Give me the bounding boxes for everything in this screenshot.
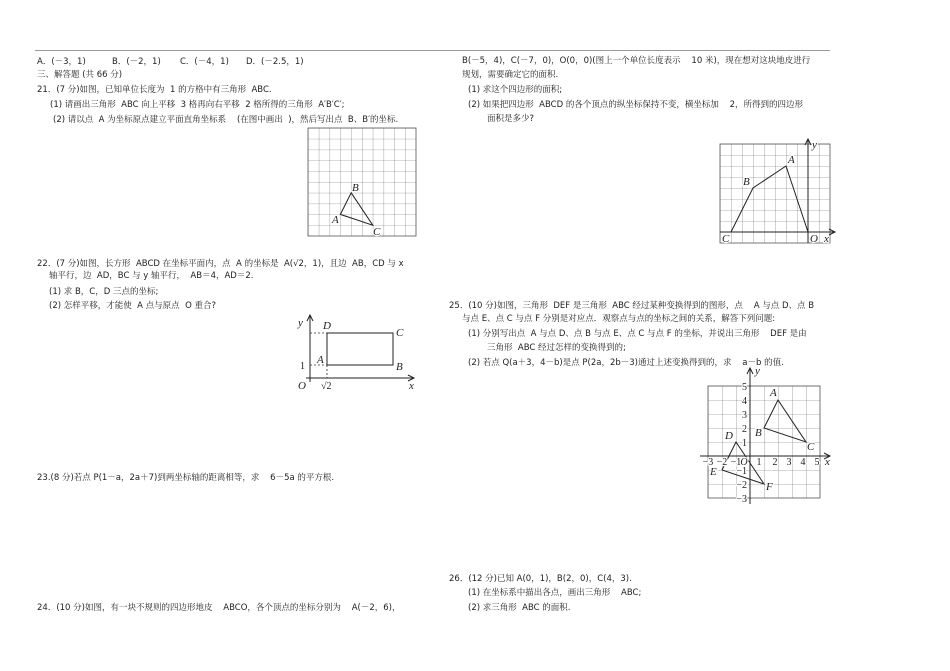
label-c: C [722, 233, 730, 245]
y-tick-label: 1 [742, 438, 747, 449]
label-f: F [766, 481, 773, 493]
top-rule [35, 50, 830, 51]
x-tick-label: 4 [800, 457, 806, 468]
q20-option-a: A．(－3，1) [37, 57, 86, 67]
y-tick-label: −1 [736, 466, 747, 477]
label-o: O [810, 233, 818, 245]
q23-stem: 23.(8 分)若点 P(1－a，2a＋7)到两坐标轴的距离相等，求 6－5a 的平方根. [37, 473, 335, 483]
q21-part2: (2) 请以点 A 为坐标原点建立平面直角坐标系 (在图中画出 )，然后写出点 B、B′的坐标. [53, 115, 399, 125]
q24-part2: (2) 如果把四边形 ABCD 的各个顶点的纵坐标保持不变，横坐标加 2，所得到的四边形 [468, 100, 804, 110]
q24-stem-line2: B(－5，4)，C(－7，0)，O(0，0)(图上一个单位长度表示 10 米)，现在想对这块地皮进行 [462, 56, 811, 66]
q25-stem-line2: 与点 E、点 C 与点 F 分别是对应点．观察点与点的坐标之间的关系，解答下列问题: [462, 314, 776, 324]
q22-part2: (2) 怎样平移，才能使 A 点与原点 O 重合? [49, 301, 216, 311]
x-tick-label: −2 [716, 457, 728, 468]
q25-part2: (2) 若点 Q(a＋3，4－b)是点 P(2a，2b－3)通过上述变换得到的，求 a－b 的值. [468, 358, 784, 368]
y-tick-label: 2 [742, 424, 747, 435]
x-tick-label: −3 [702, 457, 714, 468]
grid-lines [308, 128, 416, 236]
q20-option-c: C．(－4，1) [180, 57, 229, 67]
origin-label: O [740, 457, 748, 468]
label-c: C [396, 327, 404, 339]
label-b: B [352, 182, 359, 194]
label-c: C [807, 441, 815, 453]
label-a: A [317, 354, 324, 366]
q22-stem-line2: 轴平行，边 AD，BC 与 y 轴平行， AB＝4，AD＝2. [49, 271, 254, 281]
q24-stem-line1: 24．(10 分)如图，有一块不规则的四边形地皮 ABCO，各个顶点的坐标分别为 A(－2，6)， [37, 603, 401, 613]
label-d: D [323, 320, 331, 332]
label-b: B [755, 427, 762, 439]
q22-stem-line1: 22．(7 分)如图，长方形 ABCD 在坐标平面内，点 A 的坐标是 A(√2，1)，且边 AB，CD 与 x [37, 259, 404, 269]
q26-part2: (2) 求三角形 ABC 的面积. [468, 603, 571, 613]
q25-part1: (1) 分别写出点 A 与点 D、点 B 与点 E、点 C 与点 F 的坐标，并说出三角形 DEF 是由 [468, 329, 807, 339]
x-tick-label: −1 [730, 457, 742, 468]
x-tick-label: 5 [814, 457, 820, 468]
q24-stem-line3: 规划，需要确定它的面积. [462, 70, 559, 80]
y-tick-label: 5 [742, 382, 747, 393]
tick-label-x-sqrt2: √2 [321, 381, 332, 392]
label-b: B [396, 361, 403, 373]
tick-label-y-1: 1 [300, 361, 305, 372]
x-tick-label: 1 [756, 457, 762, 468]
grid-lines [708, 386, 820, 498]
q22-part1: (1) 求 B，C，D 三点的坐标; [49, 287, 159, 297]
label-e: E [710, 466, 717, 478]
label-a: A [788, 154, 795, 166]
x-tick-label: 2 [772, 457, 778, 468]
y-axis-label: y [812, 139, 817, 151]
origin-label: O [298, 380, 306, 392]
x-axis-label: x [409, 380, 414, 392]
q25-part1-cont: 三角形 ABC 经过怎样的变换得到的; [487, 343, 626, 353]
y-axis-label: y [298, 317, 303, 329]
y-tick-label: −3 [736, 494, 747, 505]
q26-stem: 26．(12 分)已知 A(0，1)，B(2，0)，C(4，3). [449, 574, 632, 584]
q25-stem-line1: 25．(10 分)如图，三角形 DEF 是三角形 ABC 经过某种变换得到的图形，点 A 与点 D、点 B [449, 301, 815, 311]
section-title: 三、解答题 (共 66 分) [37, 70, 123, 80]
q21-grid-figure [306, 126, 418, 240]
label-b: B [743, 176, 750, 188]
q20-option-b: B．(－2，1) [112, 57, 161, 67]
q26-part1: (1) 在坐标系中描出各点，画出三角形 ABC; [468, 588, 642, 598]
y-tick-label: 3 [742, 410, 747, 421]
q25-transform-figure [698, 362, 836, 508]
y-tick-label: −2 [736, 480, 747, 491]
x-tick-label: 3 [786, 457, 792, 468]
q22-rectangle-figure [288, 312, 418, 394]
rectangle-abcd [327, 333, 393, 365]
q24-part1: (1) 求这个四边形的面积; [468, 85, 563, 95]
q24-part2-cont: 面积是多少? [487, 114, 535, 124]
x-axis-label: x [825, 456, 830, 468]
y-tick-label: 4 [742, 396, 747, 407]
label-c: C [373, 226, 381, 238]
x-axis-label: x [824, 233, 829, 245]
y-axis-label: y [755, 365, 760, 377]
q24-quadrilateral-figure [716, 138, 838, 248]
grid-lines [720, 144, 830, 243]
label-a: A [770, 387, 777, 399]
label-d: D [725, 430, 733, 442]
q21-stem: 21．(7 分)如图，已知单位长度为 1 的方格中有三角形 ABC. [37, 85, 272, 95]
label-a: A [332, 214, 339, 226]
q21-part1: (1) 请画出三角形 ABC 向上平移 3 格再向右平移 2 格所得的三角形 A′B′C′; [50, 100, 345, 110]
q20-option-d: D．(－2.5，1) [246, 57, 304, 67]
